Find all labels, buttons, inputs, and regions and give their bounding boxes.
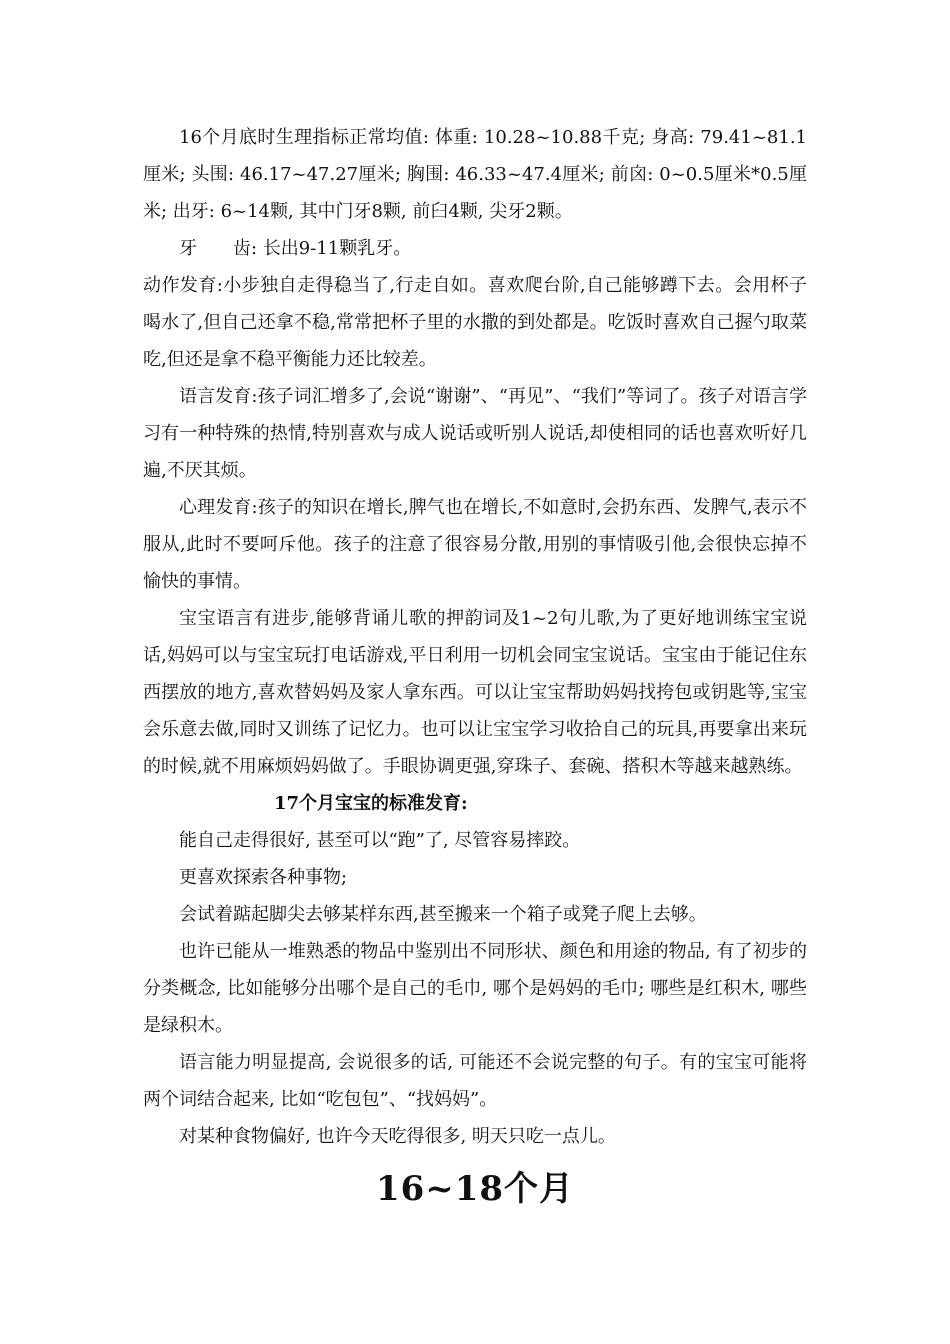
teeth-label-1: 牙 bbox=[179, 238, 197, 259]
document-body bbox=[143, 119, 807, 1211]
teeth-line bbox=[143, 230, 807, 267]
section-17-heading: 17个月宝宝的标准发育: bbox=[274, 793, 468, 814]
teeth-label-2: 齿: bbox=[233, 238, 258, 259]
page-title: 16~18个月 bbox=[375, 1169, 575, 1209]
growth-indicators-paragraph: 16个月底时生理指标正常均值: 体重: 10.28~10.88千克; 身高: 79.41~81.1厘米; 头围: 46.17~47.27厘米; 胸围: 46.33~47.4厘米; 前囟: 0~0.5厘米*0.5厘米; 出牙: 6~14颗, 其中门牙8颗, 前臼4颗, 尖牙2颗。 bbox=[143, 127, 807, 222]
list-item: 也许已能从一堆熟悉的物品中鉴别出不同形状、颜色和用途的物品, 有了初步的分类概念, 比如能够分出哪个是自己的毛巾, 哪个是妈妈的毛巾; 哪些是红积木, 哪些是绿积木。 bbox=[143, 941, 807, 1036]
baby-language-paragraph: 宝宝语言有进步,能够背诵儿歌的押韵词及1~2句儿歌,为了更好地训练宝宝说话,妈妈可以与宝宝玩打电话游戏,平日利用一切机会同宝宝说话。宝宝由于能记住东西摆放的地方,喜欢替妈妈及家人拿东西。可以让宝宝帮助妈妈找挎包或钥匙等,宝宝会乐意去做,同时又训练了记忆力。也可以让宝宝学习收拾自己的玩具,再要拿出来玩的时候,就不用麻烦妈妈做了。手眼协调更强,穿珠子、套碗、搭积木等越来越熟练。 bbox=[143, 608, 807, 777]
teeth-text: 长出9-11颗乳牙。 bbox=[262, 238, 412, 259]
list-item: 更喜欢探索各种事物; bbox=[179, 867, 348, 888]
motor-development-paragraph: 动作发育:小步独自走得稳当了,行走自如。喜欢爬台阶,自己能够蹲下去。会用杯子喝水了,但自己还拿不稳,常常把杯子里的水撒的到处都是。吃饭时喜欢自己握勺取菜吃,但还是拿不稳平衡能力还比较差。 bbox=[143, 275, 807, 370]
psychological-development-paragraph: 心理发育:孩子的知识在增长,脾气也在增长,不如意时,会扔东西、发脾气,表示不服从,此时不要呵斥他。孩子的注意了很容易分散,用别的事情吸引他,会很快忘掉不愉快的事情。 bbox=[143, 497, 807, 592]
list-item: 对某种食物偏好, 也许今天吃得很多, 明天只吃一点儿。 bbox=[179, 1126, 616, 1147]
list-item: 能自己走得很好, 甚至可以“跑”了, 尽管容易摔跤。 bbox=[179, 830, 581, 851]
language-development-paragraph: 语言发育:孩子词汇增多了,会说“谢谢”、“再见”、“我们”等词了。孩子对语言学习有一种特殊的热情,特别喜欢与成人说话或听别人说话,却使相同的话也喜欢听好几遍,不厌其烦。 bbox=[143, 386, 807, 481]
list-item: 会试着踮起脚尖去够某样东西,甚至搬来一个箱子或凳子爬上去够。 bbox=[179, 904, 707, 925]
list-item: 语言能力明显提高, 会说很多的话, 可能还不会说完整的句子。有的宝宝可能将两个词结合起来, 比如“吃包包”、“找妈妈”。 bbox=[143, 1052, 807, 1110]
